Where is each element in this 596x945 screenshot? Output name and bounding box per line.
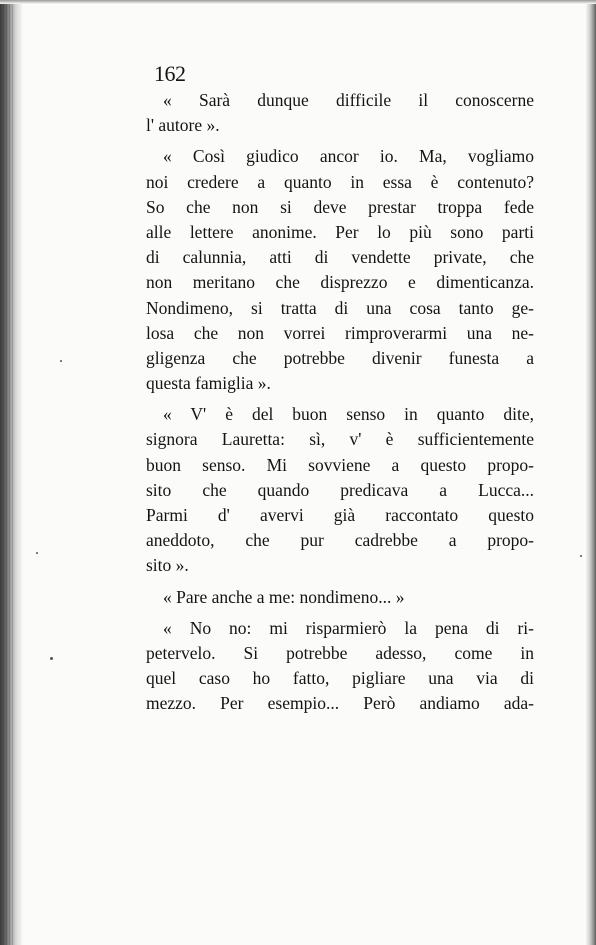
text-line: Parmi d' avervi già raccontato questo	[146, 505, 534, 525]
text-line: « Pare anche a me: nondimeno... »	[163, 586, 405, 607]
text-line: buon senso. Mi sovviene a questo propo-	[146, 454, 534, 475]
text-line: di calunnia, atti di vendette private, che	[146, 247, 534, 268]
print-speck	[50, 657, 53, 660]
text-line: non meritano che disprezzo e dimenticanza.	[146, 272, 534, 293]
print-speck	[580, 555, 582, 557]
page-right-edge-shadow	[586, 0, 596, 945]
print-speck	[60, 360, 62, 362]
text-line: losa che non vorrei rimproverarmi una ne-	[146, 322, 534, 343]
paragraph	[146, 585, 534, 610]
paragraph	[146, 88, 534, 138]
paragraph	[146, 402, 534, 578]
paragraph	[146, 144, 534, 396]
text-line: alle lettere anonime. Per lo più sono parti	[146, 221, 534, 242]
text-line: aneddoto, che pur cadrebbe a propo-	[146, 530, 534, 551]
page-stack-edges	[3, 0, 15, 945]
text-line: gligenza che potrebbe divenir funesta a	[146, 347, 534, 368]
book-gutter-shadow	[0, 0, 22, 945]
text-line: sito ».	[146, 555, 189, 576]
text-line: questa famiglia ».	[146, 373, 271, 394]
text-line: signora Lauretta: sì, v' è sufficientemente	[146, 429, 534, 450]
text-line: Nondimeno, si tratta di una cosa tanto ge-	[146, 297, 534, 318]
print-speck	[36, 552, 38, 554]
text-line: « Sarà dunque difficile il conoscerne	[163, 90, 534, 110]
page-top-edge-shadow	[0, 0, 596, 4]
text-line: l' autore ».	[146, 115, 220, 136]
text-line: noi credere a quanto in essa è contenuto?	[146, 171, 534, 192]
text-line: mezzo. Per esempio... Però andiamo ada-	[146, 693, 534, 714]
paragraph	[146, 616, 534, 717]
page-text-block	[146, 62, 534, 723]
text-line: « V' è del buon senso in quanto dite,	[163, 404, 534, 425]
text-line: « Così giudico ancor io. Ma, vogliamo	[163, 146, 534, 167]
text-line: sito che quando predicava a Lucca...	[146, 479, 534, 500]
page-number: 162	[154, 61, 186, 86]
text-line: So che non si deve prestar troppa fede	[146, 196, 534, 217]
text-line: « No no: mi risparmierò la pena di ri-	[163, 617, 534, 638]
text-line: petervelo. Si potrebbe adesso, come in	[146, 642, 534, 663]
text-line: quel caso ho fatto, pigliare una via di	[146, 668, 534, 689]
